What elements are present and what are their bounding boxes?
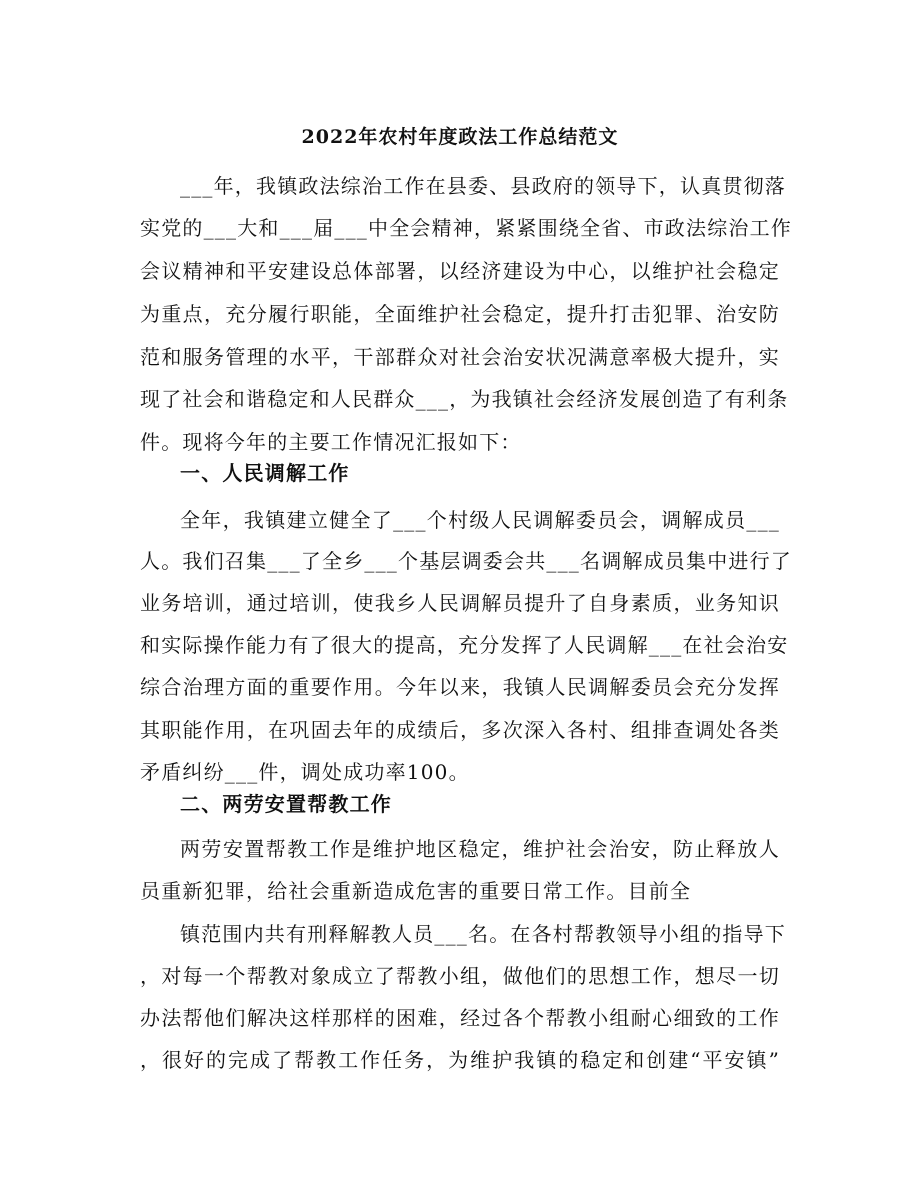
paragraph-line: 两劳安置帮教工作是维护地区稳定，维护社会治安，防止释放人 <box>180 837 780 861</box>
paragraph-line: 会议精神和平安建设总体部署，以经济建设为中心，以维护社会稳定 <box>140 259 780 283</box>
paragraph-line: 镇范围内共有刑释解教人员___名。在各村帮教领导小组的指导下 <box>180 922 786 946</box>
paragraph-line: 为重点，充分履行职能，全面维护社会稳定，提升打击犯罪、治安防 <box>140 302 780 326</box>
paragraph-line: ，很好的完成了帮教工作任务，为维护我镇的稳定和创建“平安镇” <box>140 1048 780 1072</box>
paragraph-line: 全年，我镇建立健全了___个村级人民调解委员会，调解成员___ <box>180 508 780 532</box>
paragraph-line: 矛盾纠纷___件，调处成功率100。 <box>140 760 470 784</box>
document-title: 2022年农村年度政法工作总结范文 <box>301 126 619 148</box>
section-heading: 二、两劳安置帮教工作 <box>180 792 392 816</box>
paragraph-line: 员重新犯罪，给社会重新造成危害的重要日常工作。目前全 <box>140 879 692 903</box>
paragraph-line: 实党的___大和___届___中全会精神，紧紧围绕全省、市政法综治工作 <box>140 216 792 240</box>
paragraph-line: 人。我们召集___了全乡___个基层调委会共___名调解成员集中进行了 <box>140 549 792 573</box>
paragraph-line: 现了社会和谐稳定和人民群众___，为我镇社会经济发展创造了有利条 <box>140 387 789 411</box>
paragraph-line: ___年，我镇政法综治工作在县委、县政府的领导下，认真贯彻落 <box>180 174 786 198</box>
section-heading: 一、人民调解工作 <box>180 461 350 485</box>
paragraph-line: 综合治理方面的重要作用。今年以来，我镇人民调解委员会充分发挥 <box>140 675 780 699</box>
paragraph-line: 业务培训，通过培训，使我乡人民调解员提升了自身素质，业务知识 <box>140 591 780 615</box>
paragraph-line: 和实际操作能力有了很大的提高，充分发挥了人民调解___在社会治安 <box>140 633 789 657</box>
paragraph-line: 件。现将今年的主要工作情况汇报如下： <box>140 430 522 454</box>
paragraph-line: 办法帮他们解决这样那样的困难，经过各个帮教小组耐心细致的工作 <box>140 1006 780 1030</box>
paragraph-line: ，对每一个帮教对象成立了帮教小组，做他们的思想工作，想尽一切 <box>140 964 780 988</box>
paragraph-line: 其职能作用，在巩固去年的成绩后，多次深入各村、组排查调处各类 <box>140 718 780 742</box>
paragraph-line: 范和服务管理的水平，干部群众对社会治安状况满意率极大提升，实 <box>140 345 780 369</box>
